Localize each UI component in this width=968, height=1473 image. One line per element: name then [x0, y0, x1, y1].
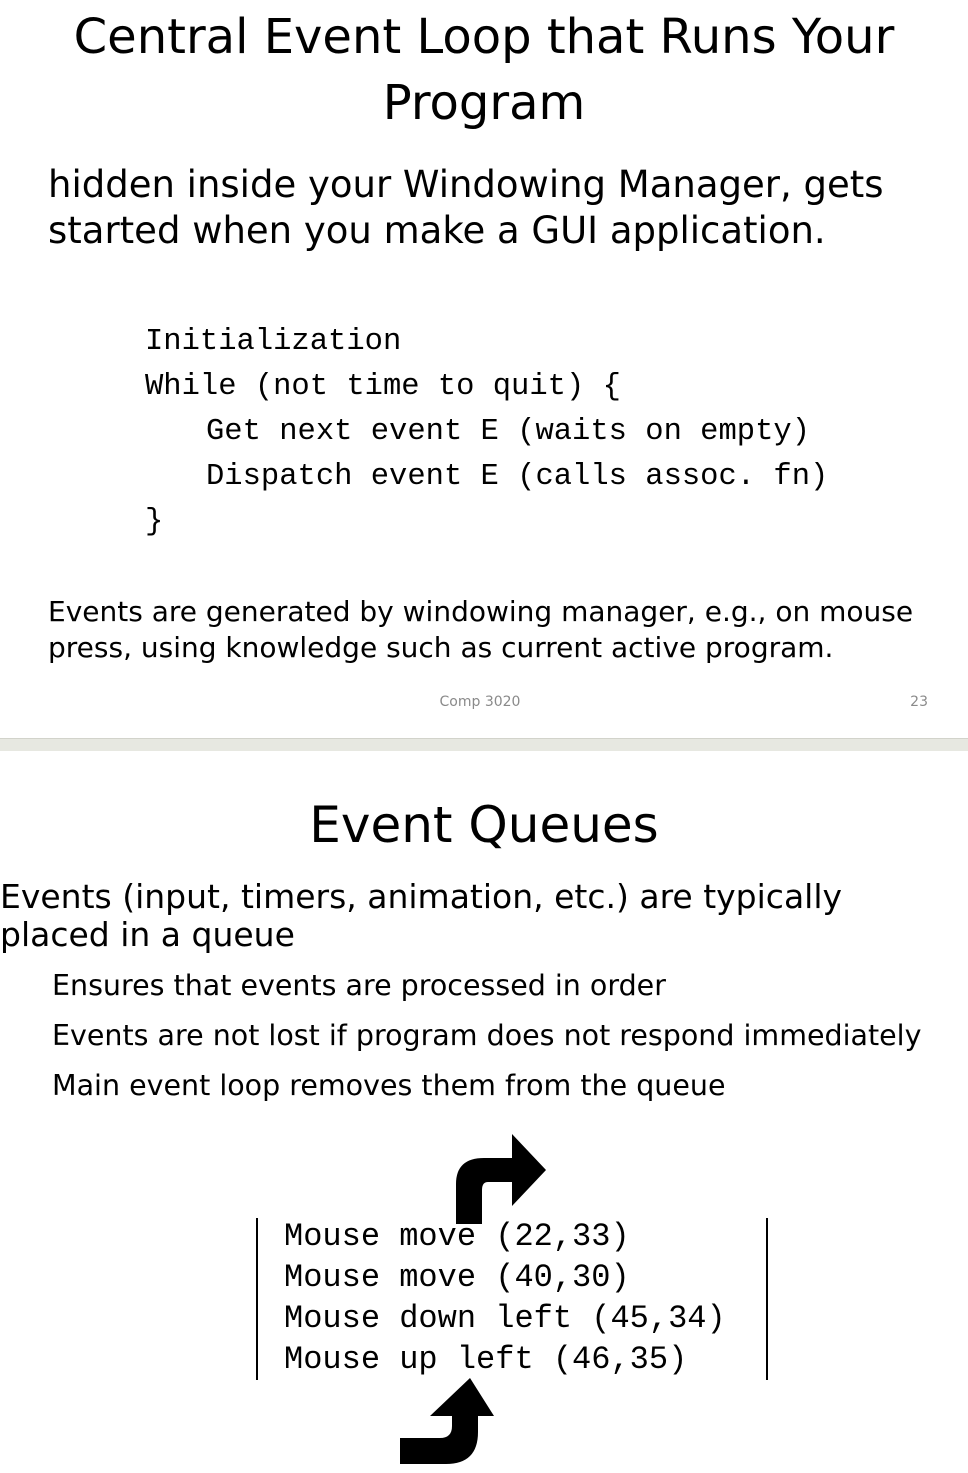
queue-item: Mouse down left (45,34): [284, 1300, 726, 1337]
queue-item: Mouse move (40,30): [284, 1259, 630, 1296]
code-line: Initialization: [145, 325, 402, 359]
slide-footer: Comp 3020: [439, 694, 521, 710]
bullet-item: Ensures that events are processed in order: [52, 969, 666, 1002]
slide-divider: [0, 738, 968, 751]
code-line: Get next event E (waits on empty): [206, 415, 810, 449]
intro-text: hidden inside your Windowing Manager, gets started when you make a GUI application.: [48, 163, 884, 252]
bullet-item: Main event loop removes them from the queue: [52, 1069, 726, 1102]
queue-item: Mouse move (22,33): [284, 1218, 630, 1255]
bullet-item: Events are not lost if program does not respond immediately: [52, 1019, 922, 1052]
code-line: While (not time to quit) {: [145, 370, 621, 404]
page-number: 23: [910, 694, 928, 710]
curved-arrow-up-icon: [398, 1376, 496, 1468]
slide-title: Event Queues: [309, 796, 659, 854]
code-line: Dispatch event E (calls assoc. fn): [206, 460, 829, 494]
event-loop-pseudocode: [145, 320, 828, 545]
queue-item: Mouse up left (46,35): [284, 1341, 688, 1378]
events-note: Events are generated by windowing manager, e.g., on mouse press, using knowledge such as current active program.: [48, 595, 914, 664]
slide-title: Central Event Loop that Runs Your Program: [73, 9, 895, 131]
curved-arrow-up-right-icon: [450, 1128, 550, 1226]
code-line: }: [145, 505, 164, 539]
lead-text: Events (input, timers, animation, etc.) are typically placed in a queue: [0, 877, 843, 954]
event-queue: [256, 1218, 768, 1380]
